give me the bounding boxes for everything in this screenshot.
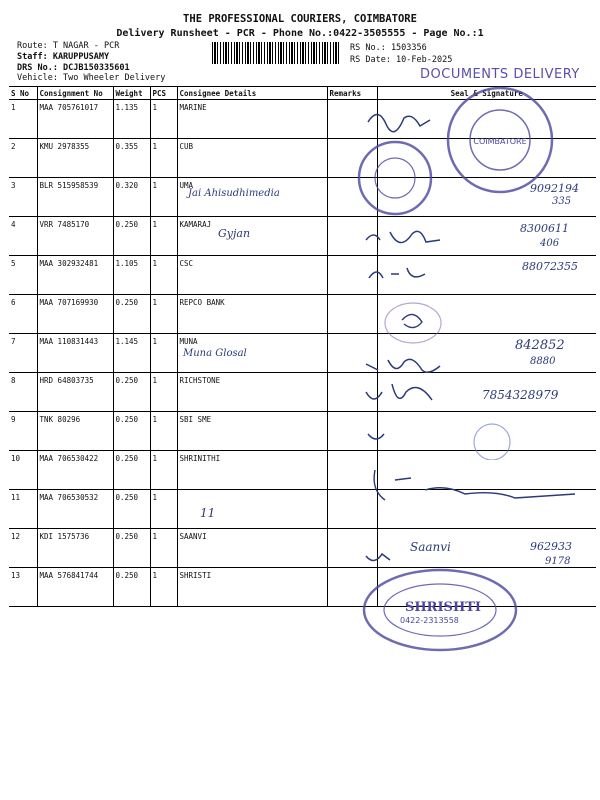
cell-pcs: 1	[150, 100, 177, 139]
documents-delivery-stamp: DOCUMENTS DELIVERY	[420, 67, 580, 82]
rs-date: RS Date: 10-Feb-2025	[350, 55, 453, 65]
cell-pcs: 1	[150, 256, 177, 295]
cell-weight: 0.250	[113, 217, 150, 256]
signature-scribble	[360, 542, 420, 572]
handwritten-mark: 11	[200, 506, 216, 520]
bank-seal-stamp	[355, 138, 435, 218]
signature-scribble	[365, 260, 445, 286]
handwritten-phone: 8300611	[520, 222, 569, 235]
cell-consignee: CSC	[177, 256, 327, 295]
drs-number: DRS No.: DCJB150335601	[17, 63, 130, 73]
signature-scribble	[362, 350, 452, 380]
cell-consignment: KMU 2978355	[37, 139, 113, 178]
cell-consignment: MAA 705761017	[37, 100, 113, 139]
signature-scribble	[365, 460, 585, 520]
cell-consignee: REPCO BANK	[177, 295, 327, 334]
cell-consignment: MAA 576841744	[37, 568, 113, 607]
col-weight: Weight	[113, 87, 150, 100]
cell-sno: 6	[9, 295, 37, 334]
runsheet-title: THE PROFESSIONAL COURIERS, COIMBATORE	[183, 13, 417, 25]
cell-pcs: 1	[150, 178, 177, 217]
cell-sno: 9	[9, 412, 37, 451]
signature-scribble	[360, 222, 450, 252]
cell-consignment: HRD 64803735	[37, 373, 113, 412]
cell-consignee: MUNA	[177, 334, 327, 373]
cell-consignment: VRR 7485170	[37, 217, 113, 256]
handwritten-name: Gyjan	[218, 227, 251, 240]
cell-pcs: 1	[150, 139, 177, 178]
cell-consignee: SHRINITHI	[177, 451, 327, 490]
cell-weight: 1.145	[113, 334, 150, 373]
cell-weight: 1.135	[113, 100, 150, 139]
cell-pcs: 1	[150, 373, 177, 412]
cell-pcs: 1	[150, 490, 177, 529]
cell-sno: 1	[9, 100, 37, 139]
signature-scribble	[360, 100, 440, 140]
cell-consignee: MARINE	[177, 100, 327, 139]
cell-sno: 12	[9, 529, 37, 568]
cell-pcs: 1	[150, 412, 177, 451]
cell-sno: 8	[9, 373, 37, 412]
handwritten-phone: 842852	[515, 338, 565, 353]
cell-weight: 0.355	[113, 139, 150, 178]
cell-pcs: 1	[150, 568, 177, 607]
cell-sno: 4	[9, 217, 37, 256]
col-seal: Seal & Signature	[377, 87, 596, 100]
handwritten-phone: 88072355	[522, 260, 578, 273]
cell-consignment: MAA 706530422	[37, 451, 113, 490]
signature-scribble	[362, 378, 472, 412]
col-sno: S No	[9, 87, 37, 100]
table-row	[9, 217, 596, 256]
cell-sno: 10	[9, 451, 37, 490]
handwritten-phone: 8880	[530, 356, 556, 367]
table-row	[9, 295, 596, 334]
cell-remarks	[327, 295, 377, 334]
runsheet-subtitle: Delivery Runsheet - PCR - Phone No.:0422-3505555 - Page No.:1	[116, 28, 484, 39]
cell-consignment: MAA 302932481	[37, 256, 113, 295]
handwritten-name: Saanvi	[410, 540, 451, 554]
cell-weight: 0.250	[113, 295, 150, 334]
cell-sno: 7	[9, 334, 37, 373]
cell-consignee: SHRISTI	[177, 568, 327, 607]
cell-sno: 5	[9, 256, 37, 295]
cell-consignment: TNK 80296	[37, 412, 113, 451]
staff-label: Staff: KARUPPUSAMY	[17, 52, 110, 62]
handwritten-phone: 9178	[545, 556, 571, 567]
cell-consignee: CUB	[177, 139, 327, 178]
svg-text:COIMBATORE: COIMBATORE	[473, 137, 527, 146]
cell-weight: 0.250	[113, 529, 150, 568]
cell-consignee: SBI SME	[177, 412, 327, 451]
col-consignment: Consignment No	[37, 87, 113, 100]
shristi-stamp-phone: 0422-2313558	[400, 616, 459, 625]
vehicle-label: Vehicle: Two Wheeler Delivery	[17, 73, 166, 83]
cell-pcs: 1	[150, 217, 177, 256]
handwritten-phone: 9092194	[530, 182, 579, 195]
cell-pcs: 1	[150, 529, 177, 568]
cell-pcs: 1	[150, 295, 177, 334]
cell-weight: 0.320	[113, 178, 150, 217]
cell-sno: 13	[9, 568, 37, 607]
handwritten-phone: 335	[552, 196, 572, 207]
cell-sno: 2	[9, 139, 37, 178]
table-row	[9, 529, 596, 568]
cell-consignment: MAA 706530532	[37, 490, 113, 529]
signature-scribble	[362, 420, 542, 460]
route-label: Route: T NAGAR - PCR	[17, 41, 120, 51]
col-pcs: PCS	[150, 87, 177, 100]
cell-pcs: 1	[150, 334, 177, 373]
cell-consignment: MAA 707169930	[37, 295, 113, 334]
cell-weight: 0.250	[113, 490, 150, 529]
cell-sno: 3	[9, 178, 37, 217]
cell-sno: 11	[9, 490, 37, 529]
cell-consignment: MAA 110831443	[37, 334, 113, 373]
cell-consignment: BLR 515958539	[37, 178, 113, 217]
cell-pcs: 1	[150, 451, 177, 490]
cell-weight: 0.250	[113, 568, 150, 607]
cell-weight: 1.105	[113, 256, 150, 295]
cell-consignment: KDI 1575736	[37, 529, 113, 568]
table-row	[9, 256, 596, 295]
cell-consignee: RICHSTONE	[177, 373, 327, 412]
col-consignee: Consignee Details	[177, 87, 327, 100]
handwritten-phone: 7854328979	[482, 388, 559, 402]
cell-weight: 0.250	[113, 373, 150, 412]
cell-consignee: KAMARAJ	[177, 217, 327, 256]
cell-weight: 0.250	[113, 451, 150, 490]
handwritten-phone: 962933	[530, 540, 572, 553]
cell-weight: 0.250	[113, 412, 150, 451]
cell-consignee: UMA	[177, 178, 327, 217]
barcode	[212, 42, 340, 64]
col-remarks: Remarks	[327, 87, 377, 100]
handwritten-name: Jai Ahisudhimedia	[188, 188, 280, 199]
handwritten-name: Muna Glosal	[183, 348, 247, 359]
rs-number: RS No.: 1503356	[350, 43, 427, 53]
signature-scribble	[378, 298, 448, 348]
table-row	[9, 334, 596, 373]
cell-consignee: SAANVI	[177, 529, 327, 568]
handwritten-phone: 406	[540, 238, 560, 249]
shristi-stamp-name: SHRISHTI	[405, 600, 481, 615]
